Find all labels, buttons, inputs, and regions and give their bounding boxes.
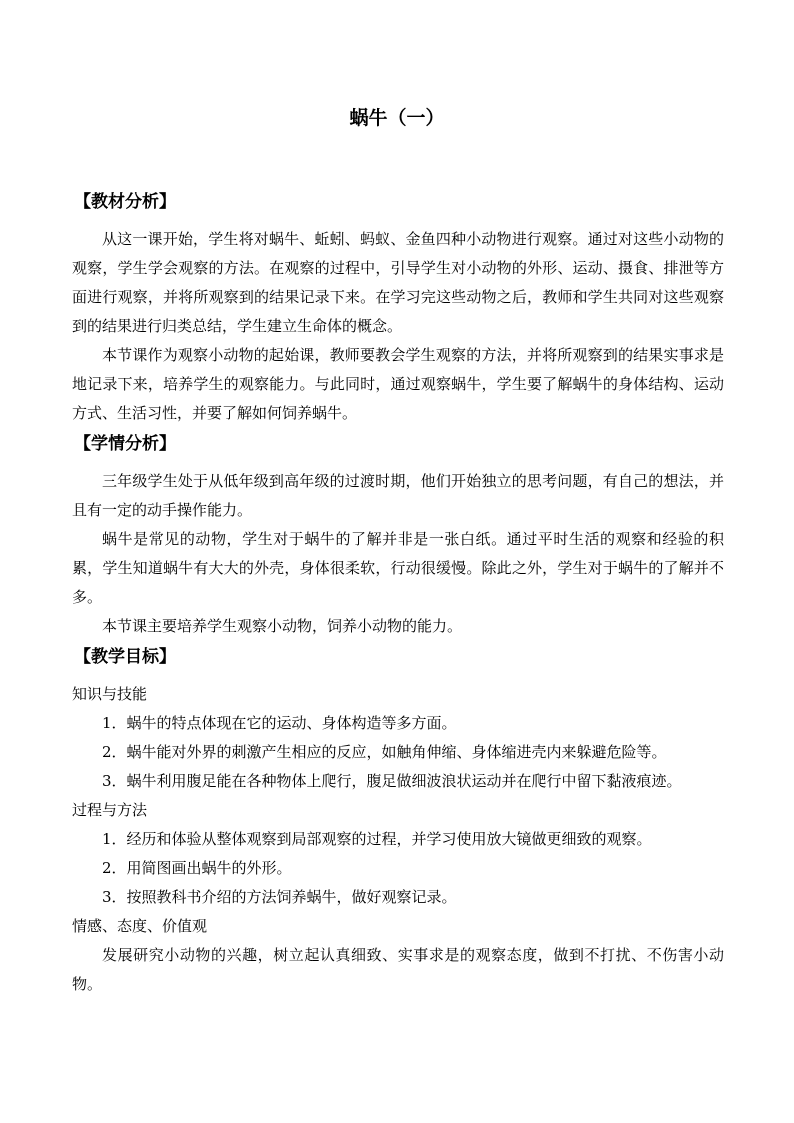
goal-item: 2．蜗牛能对外界的刺激产生相应的反应，如触角伸缩、身体缩进壳内来躲避危险等。 <box>102 743 667 761</box>
document-body <box>72 188 724 999</box>
goal-item: 1．蜗牛的特点体现在它的运动、身体构造等多方面。 <box>102 714 457 732</box>
goal-emotion-text: 发展研究小动物的兴趣，树立起认真细致、实事求是的观察态度，做到不打扰、不伤害小动物。 <box>72 946 724 993</box>
goal-category-process: 过程与方法 <box>72 801 148 819</box>
students-paragraph: 本节课主要培养学生观察小动物，饲养小动物的能力。 <box>102 617 463 635</box>
students-paragraph: 三年级学生处于从低年级到高年级的过渡时期，他们开始独立的思考问题，有自己的想法，并且有一定的动手操作能力。 <box>72 472 724 519</box>
analysis-paragraph: 本节课作为观察小动物的起始课，教师要教会学生观察的方法，并将所观察到的结果实事求是地记录下来，培养学生的观察能力。与此同时，通过观察蜗牛，学生要了解蜗牛的身体结构、运动方式、生活习性，并要了解如何饲养蜗牛。 <box>72 346 724 422</box>
analysis-paragraph: 从这一课开始，学生将对蜗牛、蚯蚓、蚂蚁、金鱼四种小动物进行观察。通过对这些小动物的观察，学生学会观察的方法。在观察的过程中，引导学生对小动物的外形、运动、摄食、排泄等方面进行观察，并将所观察到的结果记录下来。在学习完这些动物之后，教师和学生共同对这些观察到的结果进行归类总结，学生建立生命体的概念。 <box>72 230 724 335</box>
section-heading-analysis: 【教材分析】 <box>74 192 176 212</box>
goal-item: 3．按照教科书介绍的方法饲养蜗牛，做好观察记录。 <box>102 888 457 906</box>
goal-item: 3．蜗牛利用腹足能在各种物体上爬行，腹足做细波浪状运动并在爬行中留下黏液痕迹。 <box>102 772 682 790</box>
goal-item: 1．经历和体验从整体观察到局部观察的过程，并学习使用放大镜做更细致的观察。 <box>102 830 652 848</box>
students-paragraph: 蜗牛是常见的动物，学生对于蜗牛的了解并非是一张白纸。通过平时生活的观察和经验的积累，学生知道蜗牛有大大的外壳，身体很柔软，行动很缓慢。除此之外，学生对于蜗牛的了解并不多。 <box>72 530 724 606</box>
section-heading-goals: 【教学目标】 <box>74 647 176 667</box>
section-heading-students: 【学情分析】 <box>74 434 176 454</box>
goal-category-knowledge: 知识与技能 <box>72 685 148 703</box>
page-title: 蜗牛（一） <box>349 107 445 129</box>
goal-item: 2．用简图画出蜗牛的外形。 <box>102 859 292 877</box>
goal-category-emotion: 情感、态度、价值观 <box>72 917 208 935</box>
